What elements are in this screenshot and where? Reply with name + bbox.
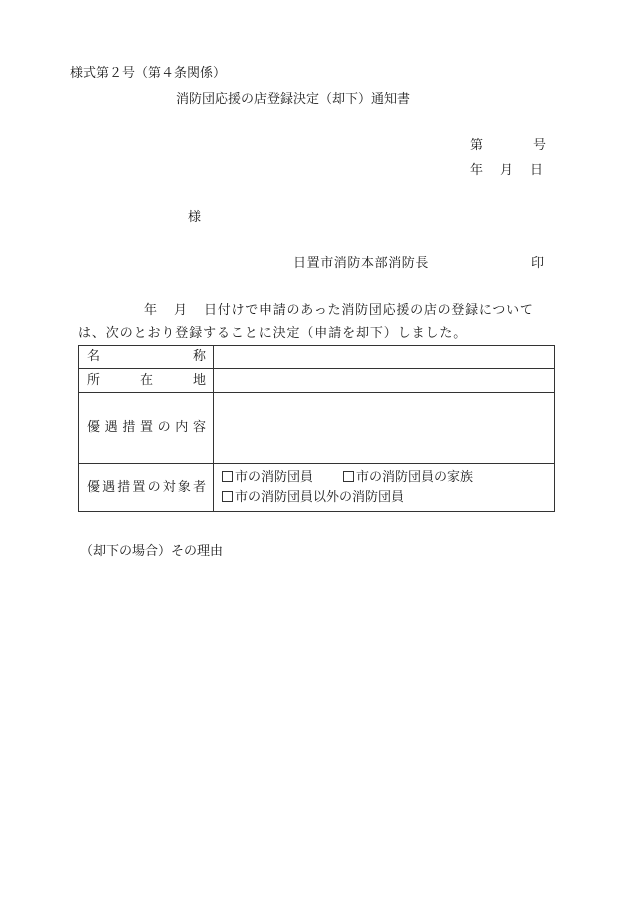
number-prefix: 第 — [470, 138, 484, 153]
label-char: 措 — [117, 479, 131, 495]
targets-options — [214, 464, 555, 512]
option-families: 市の消防団員の家族 — [356, 469, 474, 485]
value-location[interactable] — [214, 369, 555, 393]
rejection-reason-label: （却下の場合）その理由 — [80, 544, 224, 559]
label-targets — [79, 480, 213, 496]
number-suffix: 号 — [533, 138, 547, 153]
date-year: 年 — [470, 163, 484, 178]
label-char: 地 — [192, 372, 206, 388]
label-char: 遇 — [102, 479, 116, 495]
table-row-benefits — [79, 393, 555, 464]
document-number-line — [470, 138, 546, 154]
body-rest: 日付けで申請のあった消防団応援の店の登録について — [204, 303, 534, 318]
label-char: の — [147, 479, 161, 495]
label-char: 称 — [192, 349, 206, 364]
body-month: 月 — [174, 303, 188, 318]
label-char: 遇 — [104, 420, 118, 435]
body-year: 年 — [144, 303, 158, 318]
table-row-targets — [79, 464, 555, 512]
label-char: 対 — [162, 479, 176, 495]
document-title: 消防団応援の店登録決定（却下）通知書 — [176, 92, 411, 107]
body-text-line-2: は、次のとおり登録することに決定（申請を却下）しました。 — [78, 326, 468, 341]
label-char: 者 — [192, 479, 206, 495]
form-number: 様式第２号（第４条関係） — [70, 66, 227, 81]
body-text-line-1 — [144, 303, 534, 319]
label-benefits — [79, 420, 213, 436]
label-location — [79, 373, 213, 389]
seal-mark: 印 — [531, 256, 545, 271]
label-char: 優 — [87, 420, 101, 435]
label-name — [79, 349, 213, 365]
label-char: 容 — [192, 420, 206, 435]
option-other-members: 市の消防団員以外の消防団員 — [235, 489, 405, 505]
table-row-name — [79, 346, 555, 369]
label-char: 所 — [87, 372, 101, 388]
addressee: 様 — [188, 210, 202, 225]
detail-table — [78, 345, 555, 512]
label-char: 名 — [87, 349, 101, 364]
label-char: 置 — [132, 479, 146, 495]
issuer-name: 日置市消防本部消防長 — [293, 256, 430, 271]
checkbox-members[interactable] — [222, 471, 233, 482]
option-members: 市の消防団員 — [235, 469, 314, 485]
date-line — [470, 163, 543, 179]
date-day: 日 — [530, 163, 544, 178]
label-char: 在 — [139, 372, 153, 388]
checkbox-families[interactable] — [343, 471, 354, 482]
value-name[interactable] — [214, 346, 555, 369]
label-char: 措 — [122, 420, 136, 435]
label-char: 象 — [177, 479, 191, 495]
label-char: 内 — [175, 420, 189, 435]
table-row-location — [79, 369, 555, 393]
value-benefits[interactable] — [214, 393, 555, 464]
label-char: の — [157, 420, 171, 435]
date-month: 月 — [500, 163, 514, 178]
checkbox-other-members[interactable] — [222, 491, 233, 502]
label-char: 置 — [139, 420, 153, 435]
label-char: 優 — [87, 479, 101, 495]
